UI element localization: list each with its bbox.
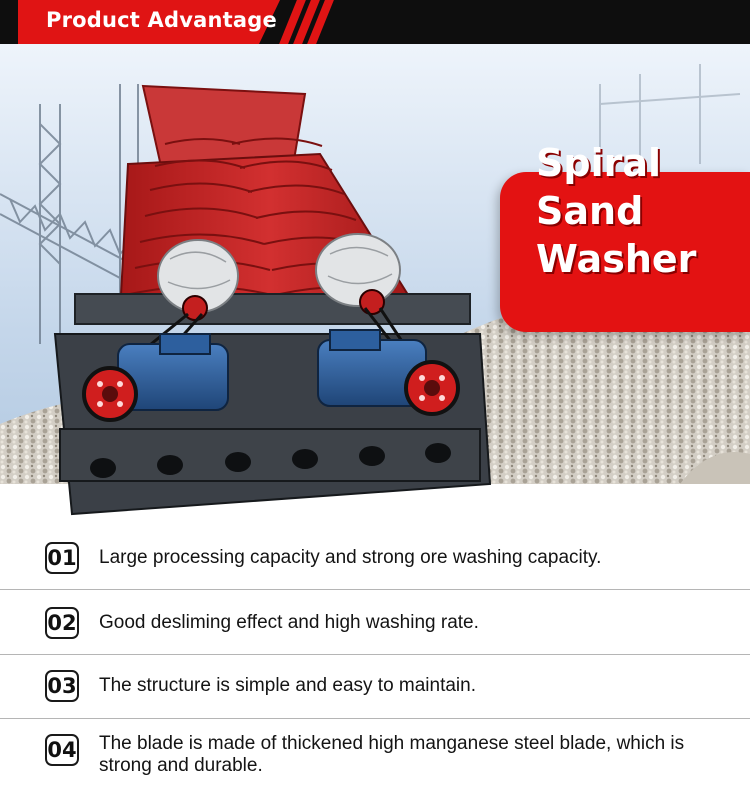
badge-line-1: Spiral bbox=[536, 141, 662, 185]
section-title: Product Advantage bbox=[46, 8, 277, 32]
feature-text: Good desliming effect and high washing rate. bbox=[99, 612, 479, 633]
badge-line-2: Sand bbox=[536, 189, 644, 233]
feature-text: Large processing capacity and strong ore washing capacity. bbox=[99, 547, 602, 568]
feature-text: The blade is made of thickened high manganese steel blade, which is strong and durable. bbox=[99, 733, 685, 776]
feature-text: The structure is simple and easy to maintain. bbox=[99, 675, 477, 696]
feature-number: 03 bbox=[45, 670, 79, 702]
feature-number: 04 bbox=[45, 734, 79, 766]
badge-text-group bbox=[500, 128, 750, 288]
feature-number: 02 bbox=[45, 607, 79, 639]
feature-divider bbox=[0, 654, 750, 655]
section-header bbox=[0, 0, 750, 44]
feature-divider bbox=[0, 718, 750, 719]
badge-line-3: Washer bbox=[536, 237, 697, 281]
feature-divider bbox=[0, 589, 750, 590]
feature-number: 01 bbox=[45, 542, 79, 574]
